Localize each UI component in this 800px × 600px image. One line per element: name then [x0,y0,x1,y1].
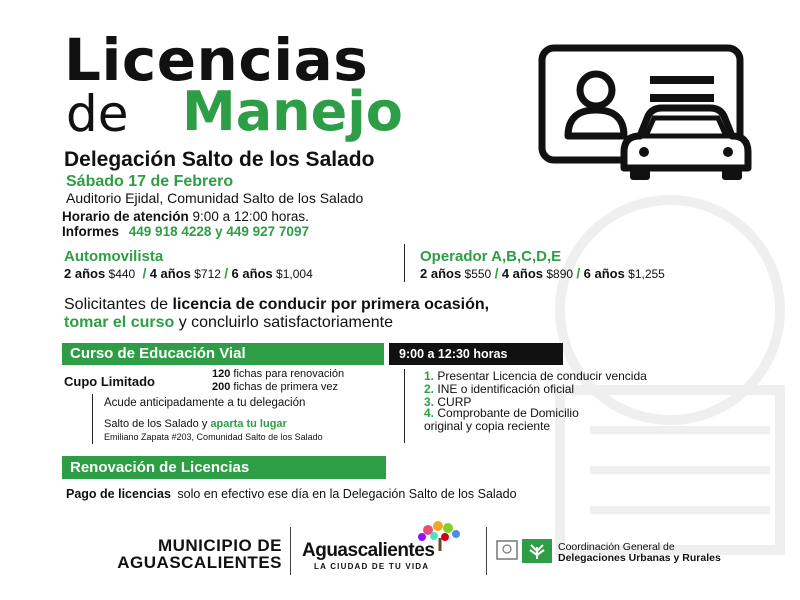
municipio-line1: MUNICIPIO DE [157,536,282,555]
renovacion-banner: Renovación de Licencias [62,456,386,479]
event-date: Sábado 17 de Febrero [66,173,234,190]
aparta-prefix: Salto de los Salado y [104,418,211,430]
pago-label: Pago de licencias [66,487,171,501]
requisito-extra: original y copia reciente [424,419,551,433]
horario-value: 9:00 a 12:00 horas. [192,209,309,224]
fichas-primera [212,381,338,393]
horario-line [62,209,309,224]
tomar-curso: tomar el curso [64,314,175,331]
req-3-text: CURP [437,395,472,409]
req-3-num: 3. [424,395,435,409]
curso-banner: Curso de Educación Vial [62,343,384,365]
oper-2-price: $550 [464,267,492,281]
fichas-renovacion [212,368,344,380]
curso-hours: 9:00 a 12:30 horas [389,343,563,365]
concluirlo-text: y concluirlo satisfactoriamente [174,314,394,331]
solicitantes-line2 [64,314,393,332]
price-divider [404,244,405,282]
acude-text: Acude anticipadamente a tu delegación [104,397,306,409]
pago-text: solo en efectivo ese día en la Delegación Salto de los Salado [177,487,517,501]
requisito-2 [424,382,574,396]
auto-6-years: 6 años [231,266,273,281]
direccion-text: Emiliano Zapata #203, Comunidad Salto de los Salado [104,432,323,442]
oper-4-price: $890 [546,267,574,281]
municipio-logo [68,537,282,571]
req-2-text: INE o identificación oficial [437,382,575,396]
requisito-1 [424,369,647,383]
auto-4-price: $712 [194,267,221,281]
req-1-text: Presentar Licencia de conducir vencida [437,369,647,383]
req-4-text: Comprobante de Domicilio [437,406,579,420]
coordinacion-logo-icon [522,539,552,563]
req-1-num: 1. [424,369,435,383]
oper-4-years: 4 años [501,266,543,281]
aparta-link: aparta tu lugar [210,418,287,430]
cupo-label: Cupo Limitado [64,374,155,389]
brand-tagline: LA CIUDAD DE TU VIDA [314,562,430,571]
auto-6-price: $1,004 [276,267,313,281]
primera-num: 200 [212,381,231,393]
coordinacion-line2: Delegaciones Urbanas y Rurales [558,552,721,564]
seal-icon [496,540,518,560]
title-licencias: Licencias [64,26,369,94]
footer-divider-2 [486,527,487,575]
oper-6-years: 6 años [583,266,625,281]
driver-license-car-icon [538,44,758,184]
aparta-line [104,418,287,430]
municipio-line2: AGUASCALIENTES [117,553,282,572]
footer-divider-1 [290,527,291,575]
cupo-divider-left [92,394,93,444]
oper-2-years: 2 años [420,266,462,281]
renov-text: fichas para renovación [230,368,345,380]
event-venue: Auditorio Ejidal, Comunidad Salto de los Salado [66,190,364,206]
informes-phones: 449 918 4228 y 449 927 7097 [128,224,309,239]
informes-line [62,224,309,239]
solicitantes-bold: licencia de conducir por primera ocasión, [172,296,490,313]
pago-line [66,487,517,501]
requisitos-divider [404,369,405,443]
informes-label: Informes [62,224,120,239]
title-manejo: Manejo [182,80,403,143]
automovilista-prices: 2 años $440 / 4 años $712 / 6 años $1,004 [64,265,313,281]
title-de: de [66,85,129,143]
operador-prices: 2 años $550 / 4 años $890 / 6 años $1,255 [420,265,665,281]
delegacion-heading: Delegación Salto de los Salado [64,148,375,171]
solicitantes-text: Solicitantes de [64,296,173,313]
requisito-4 [424,406,579,420]
primera-text: fichas de primera vez [230,381,338,393]
operador-title: Operador A,B,C,D,E [420,248,562,265]
automovilista-title: Automovilista [64,248,164,265]
oper-6-price: $1,255 [628,267,665,281]
aguascalientes-brand: Aguascalientes [302,540,435,561]
solicitantes-line1 [64,296,489,314]
auto-4-years: 4 años [149,266,191,281]
auto-2-price: $440 [108,267,136,281]
req-2-num: 2. [424,382,435,396]
req-4-num: 4. [424,406,435,420]
auto-2-years: 2 años [64,266,106,281]
renov-num: 120 [212,368,231,380]
coordinacion-line1: Coordinación General de [558,541,675,553]
horario-label: Horario de atención [62,209,189,224]
